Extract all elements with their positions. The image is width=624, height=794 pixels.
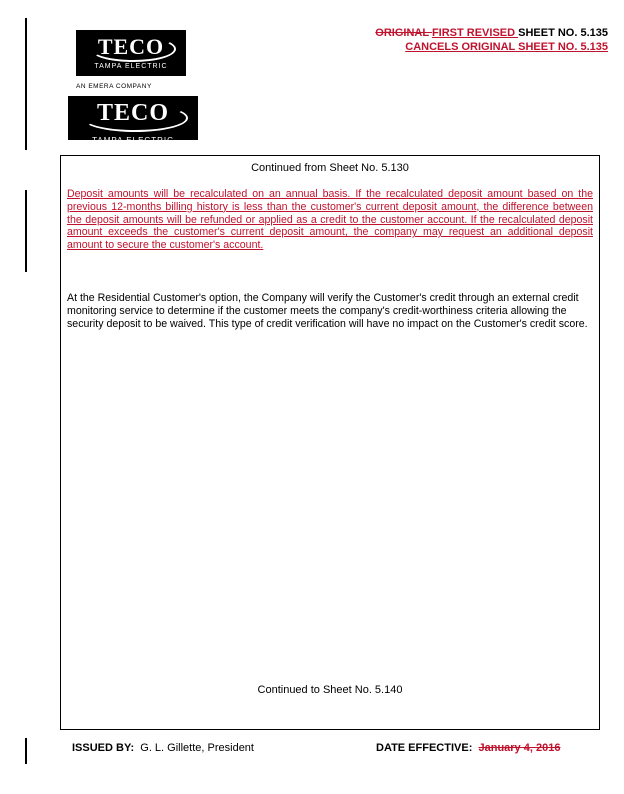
issued-by-value: G. L. Gillette, President xyxy=(140,742,254,754)
change-bar-bottom xyxy=(25,738,27,764)
date-effective xyxy=(376,742,560,754)
continued-to: Continued to Sheet No. 5.140 xyxy=(257,684,403,696)
credit-paragraph: At the Residential Customer's option, the Company will verify the Customer's credit through an external credit monitoring service to determine if the customer meets the company's credit-worthiness criteria allowing the security deposit to be waived. This type of credit verification will have no impact on the Customer's credit score. xyxy=(67,292,588,330)
date-effective-value: January 4, 2016 xyxy=(478,742,561,754)
sheet-number: SHEET NO. 5.135 xyxy=(518,27,608,39)
cancels-line: CANCELS ORIGINAL SHEET NO. 5.135 xyxy=(405,41,608,53)
logo-wordmark: TECO xyxy=(97,34,165,59)
revision-deleted: ORIGINAL xyxy=(375,27,432,39)
logo-tagline: AN EMERA COMPANY xyxy=(76,83,152,90)
change-bar-middle xyxy=(25,190,27,272)
continued-from: Continued from Sheet No. 5.130 xyxy=(251,162,409,174)
revision-inserted: FIRST REVISED xyxy=(431,27,519,39)
logo-subtitle: TAMPA ELECTRIC xyxy=(92,136,174,145)
deposit-paragraph: Deposit amounts will be recalculated on an annual basis. If the recalculated deposit amount based on the previous 12-months billing history is less than the customer's current deposit amount, the difference between the deposit amounts will be refunded or applied as a credit to the customer account. If the recalculated deposit amount exceeds the customer's current deposit amount, the company may request an additional deposit amount to secure the customer's account. xyxy=(67,188,593,252)
sheet-number-line xyxy=(375,26,608,40)
date-effective-label: DATE EFFECTIVE: xyxy=(376,742,473,754)
teco-logo-old xyxy=(68,96,198,145)
change-bar-top xyxy=(25,18,27,150)
issued-by xyxy=(72,742,254,754)
issued-by-label: ISSUED BY: xyxy=(72,742,135,754)
sheet-header xyxy=(375,26,608,54)
logo-wordmark: TECO xyxy=(96,100,169,126)
tariff-sheet-body xyxy=(60,155,600,730)
teco-logo xyxy=(76,30,186,76)
logo-subtitle: TAMPA ELECTRIC xyxy=(94,63,168,70)
